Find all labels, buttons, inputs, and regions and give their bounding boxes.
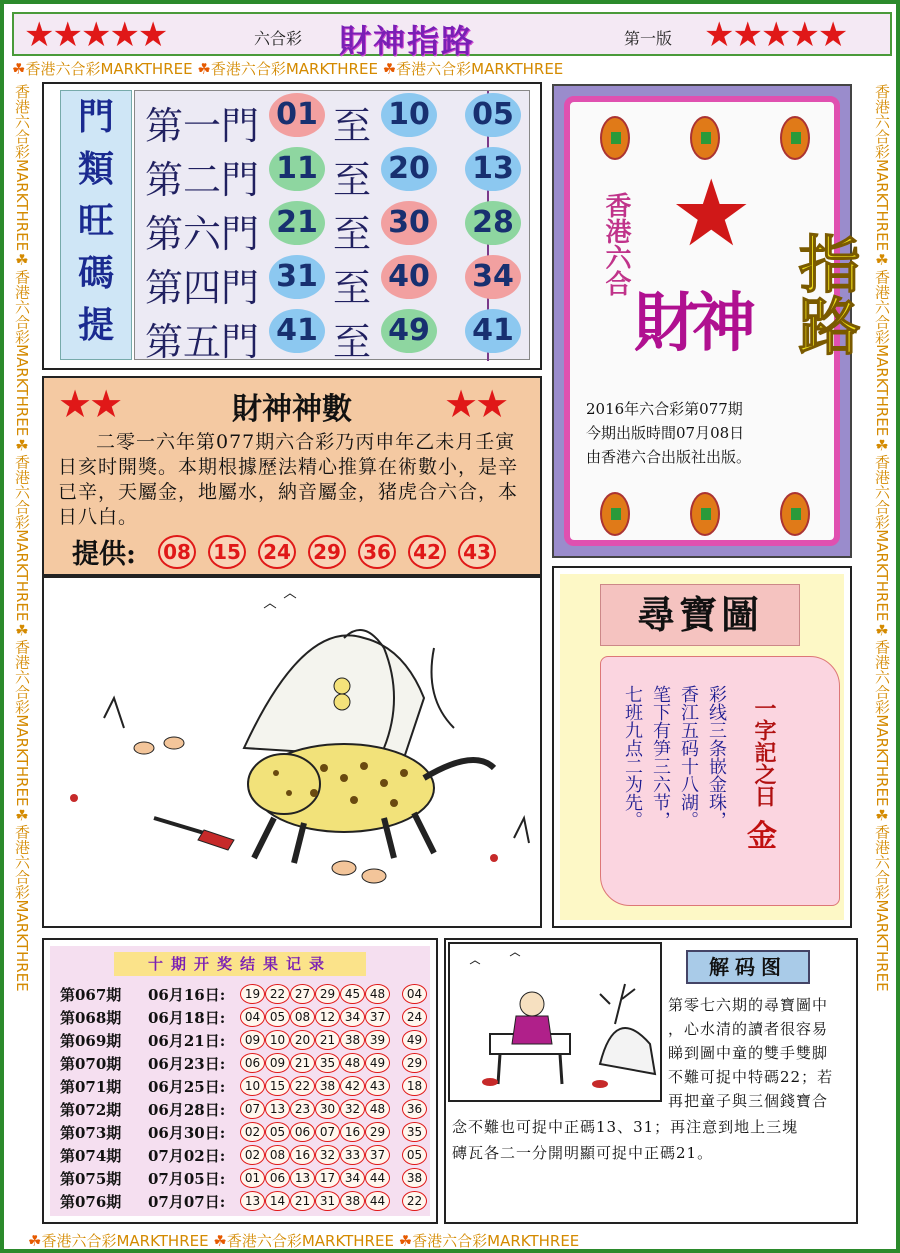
- history-row: [60, 1189, 432, 1212]
- history-number: 06: [265, 1168, 290, 1188]
- history-special-number: 36: [402, 1099, 427, 1119]
- poster-frame: [564, 96, 861, 546]
- history-row: [60, 1051, 432, 1074]
- to-word: 至: [333, 212, 372, 256]
- history-number: 05: [265, 1122, 290, 1142]
- history-number: 17: [315, 1168, 340, 1188]
- history-number: 04: [240, 1007, 265, 1027]
- coin-icon: [600, 492, 630, 536]
- banner-text: 香港六合彩MARKTHREE: [226, 1232, 394, 1250]
- banner-text: 香港六合彩MARKTHREE: [210, 60, 378, 78]
- history-number: 05: [265, 1007, 290, 1027]
- history-date: 06月23日:: [148, 1055, 226, 1073]
- stars-right: ★★: [444, 382, 507, 426]
- header-small-label: 六合彩: [254, 29, 303, 48]
- banner-text: 香港六合彩MARKTHREE: [873, 84, 891, 252]
- special-number: 41: [465, 309, 521, 353]
- history-row: [60, 1143, 432, 1166]
- history-period: 第073期: [60, 1124, 122, 1142]
- to-word: 至: [333, 104, 372, 148]
- history-row: [60, 1097, 432, 1120]
- leaf-icon: ☘: [12, 60, 26, 78]
- poem-text: 彩线三条嵌金珠: [706, 685, 727, 811]
- poster-big-text: 財神: [634, 286, 750, 361]
- history-number: 23: [290, 1099, 315, 1119]
- banner-strip-bottom: [28, 1230, 579, 1251]
- draw-history-box: [42, 938, 438, 1224]
- door-table-grid: [134, 90, 530, 364]
- history-number: 32: [315, 1145, 340, 1165]
- history-date: 06月28日:: [148, 1101, 226, 1119]
- history-number: 29: [315, 984, 340, 1004]
- history-date: 07月07日:: [148, 1193, 226, 1211]
- leaf-icon: ☘: [197, 60, 211, 78]
- banner-text: 香港六合彩MARKTHREE: [873, 639, 891, 807]
- history-number: 01: [240, 1168, 265, 1188]
- banner-text: 香港六合彩MARKTHREE: [873, 269, 891, 437]
- caishen-poster: [552, 84, 861, 558]
- side-char: 碼: [77, 252, 114, 294]
- coin-icon: [780, 116, 810, 160]
- door-table-box: [42, 82, 542, 370]
- history-special-number: 05: [402, 1145, 427, 1165]
- provide-label: 提供:: [72, 539, 136, 570]
- coin-icon: [690, 492, 720, 536]
- history-number: 14: [265, 1191, 290, 1211]
- history-row: [60, 1120, 432, 1143]
- history-date: 06月16日:: [148, 986, 226, 1004]
- banner-text: 香港六合彩MARKTHREE: [13, 454, 31, 622]
- to-word: 至: [333, 266, 372, 310]
- history-period: 第075期: [60, 1170, 122, 1188]
- history-period: 第076期: [60, 1193, 122, 1211]
- history-number: 48: [365, 1099, 390, 1119]
- history-number: 10: [240, 1076, 265, 1096]
- star-icon: ★: [670, 160, 753, 267]
- treasure-map-box: [552, 566, 852, 928]
- provided-number: 24: [258, 535, 296, 569]
- banner-text: 香港六合彩MARKTHREE: [13, 639, 31, 807]
- door-name: 第五門: [145, 320, 260, 364]
- history-number: 29: [365, 1122, 390, 1142]
- header-stars-right: ★★★★★: [704, 15, 847, 55]
- side-char: 類: [77, 148, 114, 190]
- to-number: 20: [381, 147, 437, 191]
- special-number: 05: [465, 93, 521, 137]
- leaf-icon: ☘: [13, 436, 31, 455]
- to-number: 40: [381, 255, 437, 299]
- from-number: 41: [269, 309, 325, 353]
- provided-number: 36: [358, 535, 396, 569]
- banner-text: 香港六合彩MARKTHREE: [13, 269, 31, 437]
- history-row: [60, 1005, 432, 1028]
- history-number: 45: [340, 984, 365, 1004]
- history-number: 13: [265, 1099, 290, 1119]
- history-number: 38: [315, 1076, 340, 1096]
- history-special-number: 24: [402, 1007, 427, 1027]
- banner-text: 香港六合彩MARKTHREE: [412, 1232, 580, 1250]
- history-number: 38: [340, 1030, 365, 1050]
- history-number: 07: [240, 1099, 265, 1119]
- history-number: 32: [340, 1099, 365, 1119]
- treasure-scroll: [600, 656, 840, 906]
- provided-number: 43: [458, 535, 496, 569]
- history-period: 第067期: [60, 986, 122, 1004]
- banner-strip-left: [12, 84, 33, 1224]
- history-date: 06月30日:: [148, 1124, 226, 1142]
- banner-text: 香港六合彩MARKTHREE: [13, 84, 31, 252]
- history-number: 12: [315, 1007, 340, 1027]
- history-row: [60, 1074, 432, 1097]
- to-number: 10: [381, 93, 437, 137]
- decode-line: ，心水清的讀者很容易: [668, 1020, 829, 1038]
- history-number: 10: [265, 1030, 290, 1050]
- history-number: 06: [240, 1053, 265, 1073]
- banner-text: 香港六合彩MARKTHREE: [873, 454, 891, 622]
- history-date: 07月05日:: [148, 1170, 226, 1188]
- coin-icon: [690, 116, 720, 160]
- leaf-icon: ☘: [13, 251, 31, 270]
- provided-number: 15: [208, 535, 246, 569]
- door-row: [135, 147, 531, 202]
- history-number: 19: [240, 984, 265, 1004]
- poem-text: 笔下有笋三六节: [650, 685, 671, 811]
- history-number: 42: [340, 1076, 365, 1096]
- from-number: 21: [269, 201, 325, 245]
- leaf-icon: ☘: [398, 1232, 413, 1250]
- history-number: 27: [290, 984, 315, 1004]
- poem-punct: ，: [650, 811, 671, 829]
- history-number: 48: [340, 1053, 365, 1073]
- draw-history-inner: [50, 946, 430, 1216]
- poster-small-text: 香港六合: [601, 192, 631, 296]
- poem-answer: 金: [747, 819, 777, 854]
- decode-line: 磚瓦各二一分開明顯可捉中正碼21。: [452, 1144, 714, 1162]
- poem-punct: 。: [622, 811, 643, 829]
- treasure-map-inner: [560, 574, 844, 920]
- provided-number: 42: [408, 535, 446, 569]
- history-number: 21: [290, 1191, 315, 1211]
- poem-punct: 。: [678, 811, 699, 829]
- draw-history-title: 十期开奖结果记录: [114, 952, 366, 976]
- from-number: 31: [269, 255, 325, 299]
- caishen-numbers-title: 財神神數: [232, 392, 352, 427]
- history-number: 48: [365, 984, 390, 1004]
- special-number: 34: [465, 255, 521, 299]
- history-number: 33: [340, 1145, 365, 1165]
- history-number: 02: [240, 1145, 265, 1165]
- poem-column: [705, 685, 727, 829]
- history-number: 37: [365, 1007, 390, 1027]
- poem-text: 香江五码十八湖: [678, 685, 699, 811]
- history-number: 13: [290, 1168, 315, 1188]
- coin-icon: [780, 492, 810, 536]
- header-bar: [12, 12, 892, 60]
- door-name: 第四門: [145, 266, 260, 310]
- leaf-icon: ☘: [873, 806, 891, 825]
- special-number: 28: [465, 201, 521, 245]
- special-number: 13: [465, 147, 521, 191]
- leaf-icon: ☘: [13, 806, 31, 825]
- decode-line: 第零七六期的尋寶圖中: [668, 996, 829, 1014]
- banner-text: 香港六合彩MARKTHREE: [13, 824, 31, 992]
- poem-hint: 一字記之日: [751, 697, 777, 807]
- decode-illustration: [448, 942, 662, 1102]
- history-number: 49: [365, 1053, 390, 1073]
- history-number: 21: [315, 1030, 340, 1050]
- door-row: [135, 201, 531, 256]
- poster-date-line: 今期出版時間07月08日: [586, 424, 745, 442]
- history-number: 08: [265, 1145, 290, 1165]
- side-char: 門: [77, 96, 114, 138]
- banner-text: 香港六合彩MARKTHREE: [396, 60, 564, 78]
- history-number: 34: [340, 1007, 365, 1027]
- history-number: 08: [290, 1007, 315, 1027]
- coin-icon: [600, 116, 630, 160]
- leaf-icon: ☘: [13, 621, 31, 640]
- history-period: 第071期: [60, 1078, 122, 1096]
- page-title: 財神指路: [339, 22, 476, 60]
- history-number: 07: [315, 1122, 340, 1142]
- history-period: 第072期: [60, 1101, 122, 1119]
- side-char: 旺: [77, 200, 114, 242]
- history-number: 16: [340, 1122, 365, 1142]
- history-number: 31: [315, 1191, 340, 1211]
- history-number: 22: [265, 984, 290, 1004]
- door-name: 第六門: [145, 212, 260, 256]
- caishen-numbers-box: [42, 376, 542, 576]
- history-number: 21: [290, 1053, 315, 1073]
- poem-column: [649, 685, 671, 829]
- poem-punct: ，: [706, 811, 727, 829]
- history-period: 第069期: [60, 1032, 122, 1050]
- provided-number: 08: [158, 535, 196, 569]
- history-special-number: 49: [402, 1030, 427, 1050]
- leopard-drawing: [44, 578, 540, 926]
- history-row: [60, 1028, 432, 1051]
- history-number: 22: [290, 1076, 315, 1096]
- side-char: 提: [77, 304, 114, 346]
- history-number: 09: [265, 1053, 290, 1073]
- history-date: 06月25日:: [148, 1078, 226, 1096]
- history-special-number: 22: [402, 1191, 427, 1211]
- history-number: 16: [290, 1145, 315, 1165]
- poster-publisher-line: 由香港六合出版社出版。: [586, 448, 752, 466]
- history-special-number: 04: [402, 984, 427, 1004]
- banner-text: 香港六合彩MARKTHREE: [25, 60, 193, 78]
- banner-text: 香港六合彩MARKTHREE: [41, 1232, 209, 1250]
- history-number: 35: [315, 1053, 340, 1073]
- header-stars-left: ★★★★★: [24, 15, 167, 55]
- door-row: [135, 309, 531, 364]
- banner-strip-top: [12, 58, 563, 79]
- history-special-number: 38: [402, 1168, 427, 1188]
- history-number: 20: [290, 1030, 315, 1050]
- leopard-illustration: [42, 576, 542, 928]
- poster-issue-line: 2016年六合彩第077期: [586, 400, 743, 418]
- from-number: 01: [269, 93, 325, 137]
- history-number: 15: [265, 1076, 290, 1096]
- door-table-side-label: [60, 90, 132, 360]
- decode-line: 再把童子與三個錢寶合: [668, 1092, 829, 1110]
- history-special-number: 29: [402, 1053, 427, 1073]
- history-period: 第070期: [60, 1055, 122, 1073]
- poem-text: 七班九点二为先: [622, 685, 643, 811]
- leaf-icon: ☘: [382, 60, 397, 78]
- from-number: 11: [269, 147, 325, 191]
- decode-line: 睇到圖中童的雙手雙脚: [668, 1044, 829, 1062]
- history-special-number: 35: [402, 1122, 427, 1142]
- history-date: 06月21日:: [148, 1032, 226, 1050]
- door-row: [135, 255, 531, 310]
- leaf-icon: ☘: [873, 436, 891, 455]
- history-number: 06: [290, 1122, 315, 1142]
- to-number: 30: [381, 201, 437, 245]
- edition-label: 第一版: [624, 29, 673, 48]
- history-number: 38: [340, 1191, 365, 1211]
- leaf-icon: ☘: [28, 1232, 42, 1250]
- history-number: 37: [365, 1145, 390, 1165]
- door-name: 第一門: [145, 104, 260, 148]
- child-drawing: [450, 944, 660, 1100]
- history-number: 44: [365, 1191, 390, 1211]
- history-number: 44: [365, 1168, 390, 1188]
- history-date: 07月02日:: [148, 1147, 226, 1165]
- provided-number: 29: [308, 535, 346, 569]
- poem-column: [677, 685, 699, 829]
- history-number: 43: [365, 1076, 390, 1096]
- history-period: 第074期: [60, 1147, 122, 1165]
- poem-column: [621, 685, 643, 829]
- leaf-icon: ☘: [873, 621, 891, 640]
- banner-strip-right: [872, 84, 893, 1224]
- history-number: 02: [240, 1122, 265, 1142]
- history-number: 09: [240, 1030, 265, 1050]
- banner-text: 香港六合彩MARKTHREE: [873, 824, 891, 992]
- history-row: [60, 1166, 432, 1189]
- decode-box: [444, 938, 858, 1224]
- history-number: 13: [240, 1191, 265, 1211]
- history-number: 30: [315, 1099, 340, 1119]
- door-name: 第二門: [145, 158, 260, 202]
- history-number: 39: [365, 1030, 390, 1050]
- decode-title: 解码图: [686, 950, 810, 984]
- decode-line: 不難可捉中特碼22；若: [668, 1068, 834, 1086]
- treasure-map-title: 尋寶圖: [600, 584, 800, 646]
- leaf-icon: ☘: [213, 1232, 227, 1250]
- history-special-number: 18: [402, 1076, 427, 1096]
- leaf-icon: ☘: [873, 251, 891, 270]
- decode-line: 念不難也可捉中正碼13、31；再注意到地上三塊: [452, 1118, 799, 1136]
- history-number: 34: [340, 1168, 365, 1188]
- history-row: [60, 982, 432, 1005]
- history-period: 第068期: [60, 1009, 122, 1027]
- poster-big-text-2: 指路: [788, 232, 861, 356]
- to-number: 49: [381, 309, 437, 353]
- to-word: 至: [333, 320, 372, 364]
- door-row: [135, 93, 531, 148]
- stars-left: ★★: [58, 382, 121, 426]
- to-word: 至: [333, 158, 372, 202]
- history-date: 06月18日:: [148, 1009, 226, 1027]
- caishen-numbers-text: 二零一六年第077期六合彩乃丙申年乙未月壬寅日亥时開獎。本期根據歷法精心推算在術數小，是辛已辛，天屬金，地屬水，納音屬金，猪虎合六合，本日八白。: [58, 431, 519, 528]
